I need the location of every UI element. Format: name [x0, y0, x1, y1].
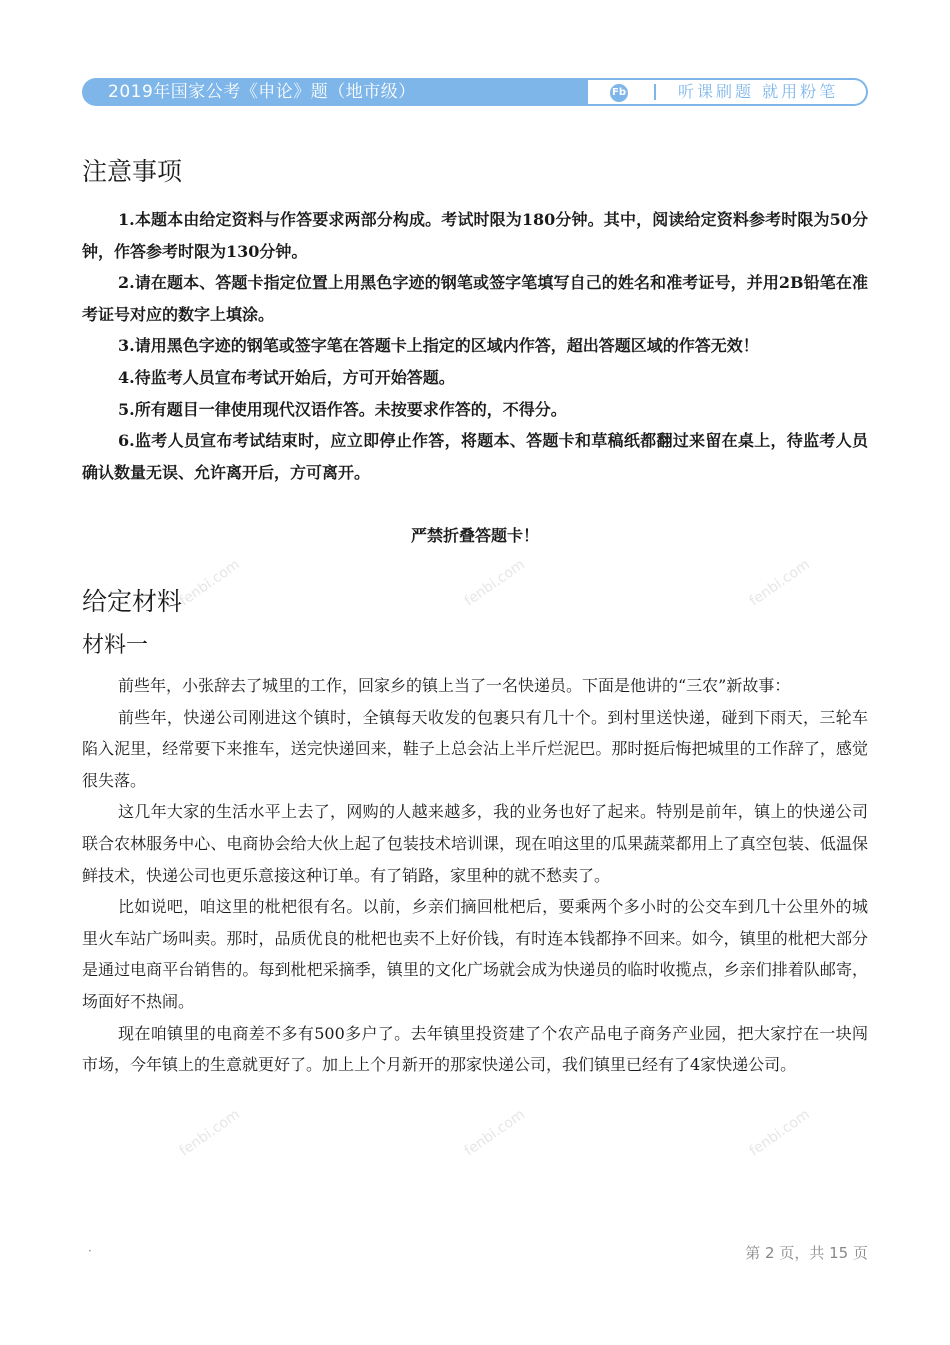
material-one-heading: 材料一: [82, 633, 149, 658]
watermark: fenbi.com: [746, 1106, 813, 1160]
header-divider: [654, 84, 656, 100]
material-paragraph: 现在咱镇里的电商差不多有500多户了。去年镇里投资建了个农产品电子商务产业园，把大家拧在一块闯市场，今年镇上的生意就更好了。加上上个月新开的那家快递公司，我们镇里已经有了4家快递公司。: [82, 1023, 868, 1075]
material-paragraph: 前些年，小张辞去了城里的工作，回家乡的镇上当了一名快递员。下面是他讲的“三农”新故事：: [118, 676, 791, 695]
note-item: 1.本题本由给定资料与作答要求两部分构成。考试时限为180分钟。其中，阅读给定资料参考时限为50分钟，作答参考时限为130分钟。: [82, 210, 868, 261]
watermark: fenbi.com: [176, 556, 243, 610]
note-item: 4.待监考人员宣布考试开始后，方可开始答题。: [118, 367, 455, 387]
footer-dot: ·: [88, 1244, 92, 1258]
material-one-body: [82, 670, 868, 1081]
watermark: fenbi.com: [746, 556, 813, 610]
fenbi-logo-icon: Fb: [610, 84, 628, 102]
page-header: [82, 78, 868, 106]
watermark: fenbi.com: [461, 556, 528, 610]
page-number: 第 2 页，共 15 页: [745, 1244, 868, 1262]
header-slogan-box: [588, 78, 868, 106]
note-item: 5.所有题目一律使用现代汉语作答。未按要求作答的，不得分。: [118, 399, 567, 419]
note-item: 2.请在题本、答题卡指定位置上用黑色字迹的钢笔或签字笔填写自己的姓名和准考证号，并用2B铅笔在准考证号对应的数字上填涂。: [82, 273, 868, 324]
material-paragraph: 这几年大家的生活水平上去了，网购的人越来越多，我的业务也好了起来。特别是前年，镇上的快递公司联合农林服务中心、电商协会给大伙上起了包装技术培训课，现在咱这里的瓜果蔬菜都用上了真空包装、低温保鲜技术，快递公司也更乐意接这种订单。有了销路，家里种的就不愁卖了。: [82, 802, 868, 885]
watermark: fenbi.com: [461, 1106, 528, 1160]
header-slogan: 听课刷题 就用粉笔: [678, 82, 839, 101]
material-paragraph: 前些年，快递公司刚进这个镇时，全镇每天收发的包裹只有几十个。到村里送快递，碰到下雨天，三轮车陷入泥里，经常要下来推车，送完快递回来，鞋子上总会沾上半斤烂泥巴。那时挺后悔把城里的工作辞了，感觉很失落。: [82, 707, 868, 790]
note-item: 3.请用黑色字迹的钢笔或签字笔在答题卡上指定的区域内作答，超出答题区域的作答无效！: [118, 336, 759, 356]
material-paragraph: 比如说吧，咱这里的枇杷很有名。以前，乡亲们摘回枇杷后，要乘两个多小时的公交车到几十公里外的城里火车站广场叫卖。那时，品质优良的枇杷也卖不上好价钱，有时连本钱都挣不回来。如今，镇里的枇杷大部分是通过电商平台销售的。每到枇杷采摘季，镇里的文化广场就会成为快递员的临时收揽点，乡亲们排着队邮寄，场面好不热闹。: [82, 897, 868, 1011]
materials-heading: 给定材料: [82, 587, 183, 616]
notes-list: [82, 204, 868, 488]
warning-text: 严禁折叠答题卡！: [410, 526, 539, 545]
watermark: fenbi.com: [176, 1106, 243, 1160]
note-item: 6.监考人员宣布考试结束时，应立即停止作答，将题本、答题卡和草稿纸都翻过来留在桌上，待监考人员确认数量无误、允许离开后，方可离开。: [82, 431, 868, 482]
header-title: 2019年国家公考《申论》题（地市级）: [82, 78, 588, 106]
notes-heading: 注意事项: [82, 157, 183, 186]
